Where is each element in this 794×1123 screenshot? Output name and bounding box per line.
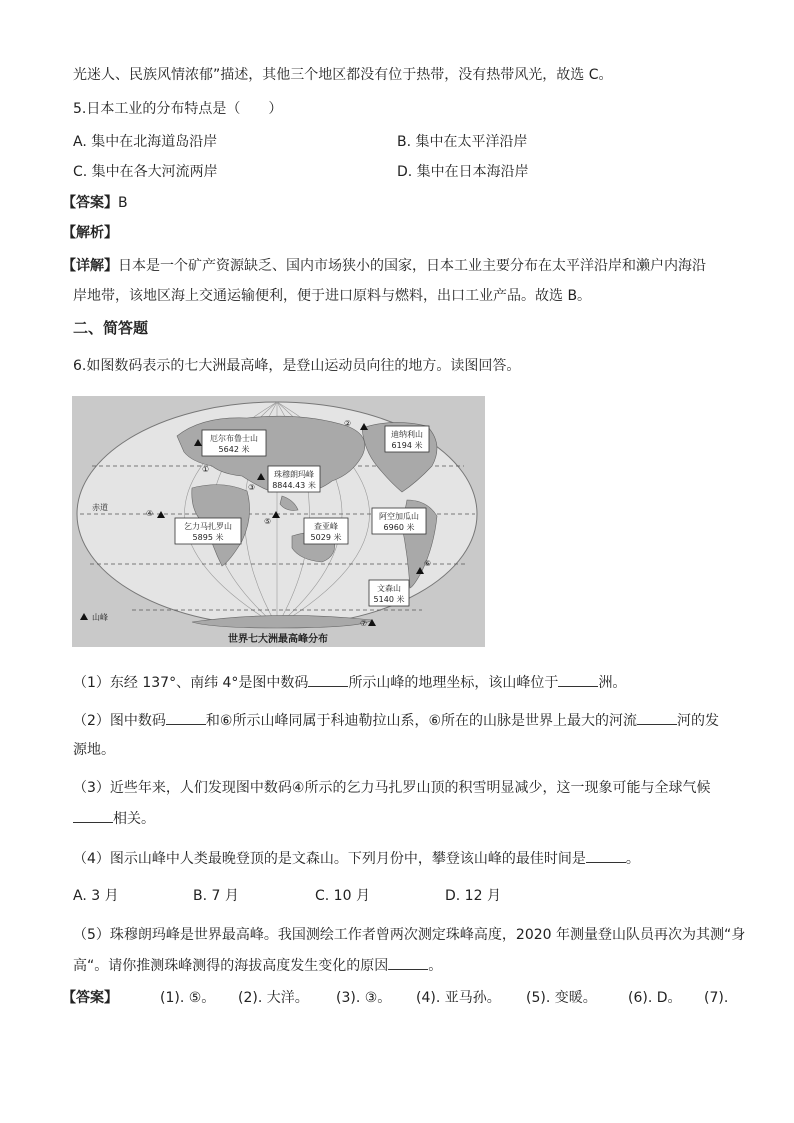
svg-text:乞力马扎罗山: 乞力马扎罗山 bbox=[184, 522, 232, 531]
answer-3: (3). ③。 bbox=[336, 990, 392, 1006]
svg-text:6960 米: 6960 米 bbox=[383, 523, 415, 532]
subq-5-part-b: 高“。请你推测珠峰测得的海拔高度发生变化的原因 bbox=[73, 958, 389, 974]
question-6: 6.如图数码表示的七大洲最高峰，是登山运动员向往的地方。读图回答。 bbox=[73, 358, 521, 374]
option-b: B. 集中在太平洋沿岸 bbox=[397, 134, 528, 150]
svg-text:迪纳利山: 迪纳利山 bbox=[391, 430, 423, 439]
peak-box-everest bbox=[268, 466, 320, 492]
svg-text:5029 米: 5029 米 bbox=[310, 533, 342, 542]
subq-2-cont: 源地。 bbox=[73, 742, 115, 758]
svg-text:查亚峰: 查亚峰 bbox=[314, 522, 338, 531]
question-5: 5.日本工业的分布特点是（ ） bbox=[73, 101, 283, 117]
blank-6[interactable] bbox=[586, 848, 626, 863]
svg-text:8844.43 米: 8844.43 米 bbox=[272, 481, 316, 490]
blank-1[interactable] bbox=[308, 672, 348, 687]
subq-3-part-b: 相关。 bbox=[113, 811, 155, 827]
svg-text:文森山: 文森山 bbox=[377, 584, 401, 593]
subq-3: （3）近些年来，人们发现图中数码④所示的乞力马扎罗山顶的积雪明显减少，这一现象可能与全球气候 bbox=[73, 780, 711, 796]
map-number-7: ⑦ bbox=[360, 619, 368, 628]
peak-box-kilimanjaro bbox=[175, 518, 241, 544]
explanation-line: 光迷人、民族风情浓郁”描述，其他三个地区都没有位于热带，没有热带风光，故选 C。 bbox=[73, 67, 613, 83]
svg-text:5642 米: 5642 米 bbox=[218, 445, 250, 454]
answer-tag: 【答案】 bbox=[62, 195, 118, 211]
svg-text:5140 米: 5140 米 bbox=[373, 595, 405, 604]
subq-5-part-c: 。 bbox=[428, 958, 443, 974]
answer-7: (7). bbox=[704, 990, 729, 1006]
world-peaks-map bbox=[72, 396, 485, 647]
subq-4-option-c: C. 10 月 bbox=[315, 888, 370, 904]
detail-tag: 【详解】 bbox=[62, 258, 118, 274]
subq-4-option-b: B. 7 月 bbox=[193, 888, 239, 904]
subq-4-part-b: 。 bbox=[625, 851, 640, 867]
svg-text:厄尔布鲁士山: 厄尔布鲁士山 bbox=[210, 434, 258, 443]
subq-5: （5）珠穆朗玛峰是世界最高峰。我国测绘工作者曾两次测定珠峰高度，2020 年测量登山队员再次为其测“身 bbox=[73, 927, 746, 943]
peak-box-elbrus bbox=[202, 430, 266, 456]
answer-6: (6). D。 bbox=[628, 990, 682, 1006]
detail-text-1: 日本是一个矿产资源缺乏、国内市场狭小的国家，日本工业主要分布在太平洋沿岸和濑户内海沿 bbox=[118, 258, 706, 274]
peak-box-puncak-jaya bbox=[304, 518, 348, 544]
subq-2 bbox=[73, 710, 719, 731]
peak-box-vinson bbox=[369, 580, 409, 606]
answer-value: B bbox=[118, 195, 128, 211]
blank-2[interactable] bbox=[558, 672, 598, 687]
subq-3-cont bbox=[73, 808, 155, 829]
blank-7[interactable] bbox=[388, 955, 428, 970]
section-title: 二、简答题 bbox=[73, 319, 149, 337]
map-number-5: ⑤ bbox=[264, 517, 272, 526]
legend-triangle-icon bbox=[80, 613, 88, 620]
subq-4-option-d: D. 12 月 bbox=[445, 888, 501, 904]
svg-text:6194 米: 6194 米 bbox=[391, 441, 423, 450]
svg-text:阿空加瓜山: 阿空加瓜山 bbox=[379, 512, 419, 521]
answer-1: (1). ⑤。 bbox=[160, 990, 216, 1006]
map-number-1: ① bbox=[202, 465, 210, 474]
blank-5[interactable] bbox=[73, 808, 113, 823]
subq-2-part-c: 河的发 bbox=[677, 713, 720, 729]
subq-4-part-a: （4）图示山峰中人类最晚登顶的是文森山。下列月份中，攀登该山峰的最佳时间是 bbox=[73, 851, 586, 867]
map-title: 世界七大洲最高峰分布 bbox=[228, 634, 328, 645]
blank-3[interactable] bbox=[166, 710, 206, 725]
peak-box-denali bbox=[385, 426, 429, 452]
option-a: A. 集中在北海道岛沿岸 bbox=[73, 134, 218, 150]
answer-2: (2). 大洋。 bbox=[238, 990, 309, 1006]
subq-1 bbox=[73, 672, 626, 693]
map-number-6: ⑥ bbox=[424, 559, 432, 568]
option-d: D. 集中在日本海沿岸 bbox=[397, 164, 529, 180]
detail-line-1 bbox=[62, 256, 706, 276]
equator-label: 赤道 bbox=[92, 503, 108, 512]
subq-1-part-b: 所示山峰的地理坐标，该山峰位于 bbox=[348, 675, 559, 691]
svg-text:5895 米: 5895 米 bbox=[192, 533, 224, 542]
subq-4 bbox=[73, 848, 640, 869]
peak-box-aconcagua bbox=[372, 508, 426, 534]
svg-text:珠穆朗玛峰: 珠穆朗玛峰 bbox=[274, 470, 314, 479]
subq-1-part-a: （1）东经 137°、南纬 4°是图中数码 bbox=[73, 675, 309, 691]
subq-4-option-a: A. 3 月 bbox=[73, 888, 119, 904]
answer-list bbox=[62, 988, 742, 1008]
map-number-4: ④ bbox=[146, 509, 154, 518]
subq-2-part-b: 和⑥所示山峰同属于科迪勒拉山系，⑥所在的山脉是世界上最大的河流 bbox=[205, 713, 638, 729]
map-number-2: ② bbox=[344, 419, 352, 428]
answer-4: (4). 亚马孙。 bbox=[416, 990, 501, 1006]
option-c: C. 集中在各大河流两岸 bbox=[73, 164, 218, 180]
subq-5-cont bbox=[73, 955, 442, 976]
blank-4[interactable] bbox=[637, 710, 677, 725]
legend-label: 山峰 bbox=[92, 613, 108, 622]
answer-5: (5). 变暖。 bbox=[526, 990, 597, 1006]
map-number-3: ③ bbox=[248, 483, 256, 492]
subq-1-part-c: 洲。 bbox=[598, 675, 627, 691]
subq-2-part-a: （2）图中数码 bbox=[73, 713, 166, 729]
detail-line-2: 岸地带，该地区海上交通运输便利，便于进口原料与燃料，出口工业产品。故选 B。 bbox=[73, 288, 592, 304]
answer-row bbox=[62, 193, 128, 213]
answer-list-tag: 【答案】 bbox=[62, 990, 118, 1006]
analysis-tag: 【解析】 bbox=[62, 225, 118, 241]
